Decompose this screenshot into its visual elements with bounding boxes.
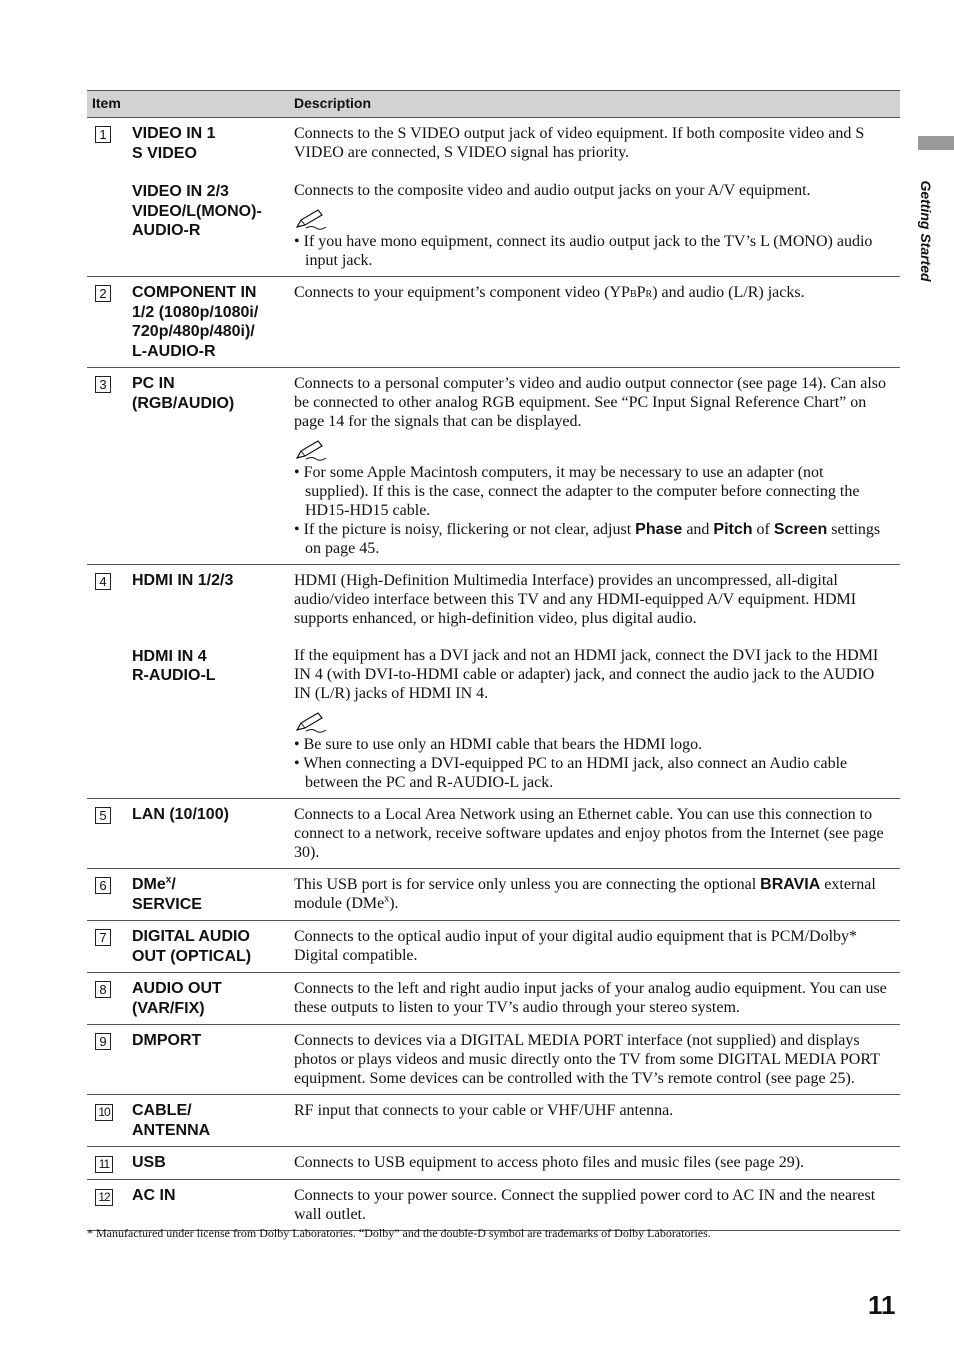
item-name: DMPORT bbox=[132, 1032, 202, 1049]
item-name: S VIDEO bbox=[132, 144, 197, 162]
item-description: RF input that connects to your cable or VHF/UHF antenna. bbox=[294, 1102, 674, 1119]
item-number: 1 bbox=[95, 126, 111, 143]
item-name: HDMI IN 4 bbox=[132, 647, 207, 665]
item-number: 3 bbox=[95, 376, 111, 393]
item-description: Connects to your equipment’s component video (YPBPR) and audio (L/R) jacks. bbox=[294, 284, 805, 301]
item-name: SERVICE bbox=[132, 895, 202, 913]
table-row bbox=[87, 799, 900, 869]
item-name: COMPONENT IN bbox=[132, 284, 257, 301]
note-bullet: • If the picture is noisy, flickering or not clear, adjust Phase and Pitch of Screen settings on page 45. bbox=[294, 520, 890, 558]
item-name: VIDEO IN 2/3 bbox=[132, 183, 229, 200]
item-description: Connects to a Local Area Network using an Ethernet cable. You can use this connection to connect to a network, receive software updates and enjoy photos from the Internet (see page 30). bbox=[294, 806, 884, 861]
pencil-note-icon bbox=[294, 208, 328, 230]
item-name: DIGITAL AUDIO bbox=[132, 928, 250, 945]
item-number: 2 bbox=[95, 285, 111, 302]
table-row bbox=[87, 869, 900, 921]
item-name: R-AUDIO-L bbox=[132, 667, 216, 684]
table-row bbox=[87, 565, 900, 799]
item-number: 9 bbox=[95, 1033, 111, 1050]
table-row bbox=[87, 118, 900, 277]
connections-table bbox=[87, 90, 900, 1231]
page-number: 11 bbox=[868, 1290, 896, 1320]
item-name: (VAR/FIX) bbox=[132, 999, 205, 1017]
footnote: * Manufactured under license from Dolby Laboratories. “Dolby” and the double-D symbol are trademarks of Dolby Laboratories. bbox=[87, 1226, 711, 1240]
item-name: VIDEO/L(MONO)- bbox=[132, 202, 262, 220]
item-description: Connects to the left and right audio input jacks of your analog audio equipment. You can use these outputs to listen to your TV’s audio through your stereo system. bbox=[294, 980, 887, 1016]
item-name: AC IN bbox=[132, 1186, 176, 1204]
item-description: Connects to a personal computer’s video and audio output connector (see page 14). Can also be connected to other analog RGB equipment. See “PC Input Signal Reference Chart” on page 14 for the signals that can be displayed. bbox=[294, 375, 886, 430]
item-description: This USB port is for service only unless you are connecting the optional BRAVIA external module (DMe$^x$). bbox=[294, 876, 876, 912]
item-name: 720p/480p/480i)/ bbox=[132, 323, 255, 340]
item-number: 12 bbox=[95, 1189, 113, 1206]
item-name: OUT (OPTICAL) bbox=[132, 947, 252, 965]
table-row bbox=[87, 973, 900, 1025]
item-name: USB bbox=[132, 1154, 166, 1171]
item-name: ANTENNA bbox=[132, 1121, 211, 1139]
item-description: HDMI (High-Definition Multimedia Interface) provides an uncompressed, all-digital audio/video interface between this TV and any HDMI-equipped A/V equipment. HDMI supports enhanced, or high-definition video, plus digital audio. bbox=[294, 572, 857, 627]
table-row bbox=[87, 1179, 900, 1230]
item-number: 11 bbox=[95, 1156, 113, 1173]
item-description: Connects to the composite video and audio output jacks on your A/V equipment. bbox=[294, 182, 811, 199]
section-tab-marker bbox=[918, 136, 954, 150]
note-bullet: • Be sure to use only an HDMI cable that bears the HDMI logo. bbox=[294, 735, 890, 754]
item-column-header: Item bbox=[87, 91, 294, 118]
item-name: 1/2 (1080p/1080i/ bbox=[132, 303, 259, 321]
pencil-note-icon bbox=[294, 711, 328, 733]
section-tab-label: Getting Started bbox=[918, 180, 934, 282]
item-description: Connects to your power source. Connect the supplied power cord to AC IN and the nearest wall outlet. bbox=[294, 1186, 876, 1223]
item-description: Connects to the optical audio input of your digital audio equipment that is PCM/Dolby* Digital compatible. bbox=[294, 928, 858, 964]
item-number: 7 bbox=[95, 929, 111, 946]
item-name: PC IN bbox=[132, 375, 175, 392]
item-number: 5 bbox=[95, 807, 111, 824]
table-row bbox=[87, 368, 900, 565]
item-name: HDMI IN 1/2/3 bbox=[132, 572, 234, 589]
item-number: 10 bbox=[95, 1104, 113, 1121]
table-row bbox=[87, 277, 900, 368]
item-number: 4 bbox=[95, 573, 111, 590]
item-description: Connects to devices via a DIGITAL MEDIA PORT interface (not supplied) and displays photos or plays videos and music directly onto the TV from some DIGITAL MEDIA PORT equipment. Some devices can be controlled with the TV’s remote control (see page 25). bbox=[294, 1032, 880, 1087]
note-bullet: • For some Apple Macintosh computers, it may be necessary to use an adapter (not supplied). If this is the case, connect the adapter to the computer before connecting the HD15-HD15 cable. bbox=[294, 463, 890, 520]
table-header-row bbox=[87, 91, 900, 118]
item-description: If the equipment has a DVI jack and not an HDMI jack, connect the DVI jack to the HDMI IN 4 (with DVI-to-HDMI cable or adapter) jack, and connect the audio jack to the AUDIO IN (L/R) jacks of HDMI IN 4. bbox=[294, 647, 879, 702]
table-row bbox=[87, 1025, 900, 1095]
pencil-note-icon bbox=[294, 439, 328, 461]
note-bullet: • If you have mono equipment, connect its audio output jack to the TV’s L (MONO) audio input jack. bbox=[294, 232, 890, 270]
item-name: (RGB/AUDIO) bbox=[132, 394, 235, 412]
item-number: 8 bbox=[95, 981, 111, 998]
item-name: AUDIO OUT bbox=[132, 980, 222, 997]
item-name: CABLE/ bbox=[132, 1102, 192, 1119]
item-description: Connects to USB equipment to access photo files and music files (see page 29). bbox=[294, 1154, 805, 1171]
note-bullet: • When connecting a DVI-equipped PC to an HDMI jack, also connect an Audio cable between the PC and R-AUDIO-L jack. bbox=[294, 754, 890, 792]
section-tab bbox=[906, 168, 946, 298]
item-number: 6 bbox=[95, 877, 111, 894]
description-column-header: Description bbox=[294, 91, 900, 118]
item-name: L-AUDIO-R bbox=[132, 342, 216, 360]
table-row bbox=[87, 921, 900, 973]
item-description: Connects to the S VIDEO output jack of video equipment. If both composite video and S VIDEO are connected, S VIDEO signal has priority. bbox=[294, 125, 865, 161]
item-name: VIDEO IN 1 bbox=[132, 125, 216, 142]
item-name: LAN (10/100) bbox=[132, 806, 229, 823]
item-name: DMe$^x$/ bbox=[132, 874, 176, 893]
table-row bbox=[87, 1095, 900, 1147]
table-row bbox=[87, 1147, 900, 1180]
item-name: AUDIO-R bbox=[132, 222, 201, 239]
